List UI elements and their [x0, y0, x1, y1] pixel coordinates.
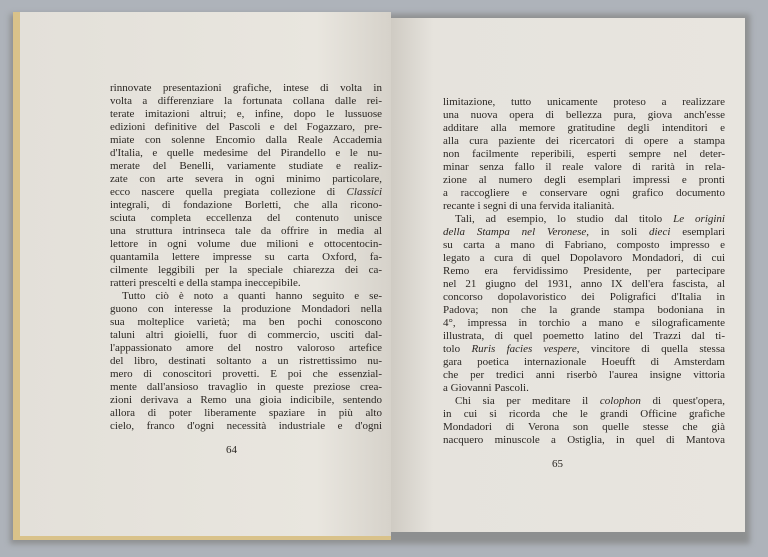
text-segment: Tutto ciò è noto a quanti hanno seguito e se- [122, 290, 382, 302]
text-line [443, 343, 725, 356]
text-line [443, 135, 725, 148]
text-segment: Remo era fervidissimo Presidente, per partecipare [443, 265, 725, 277]
text-line [110, 277, 382, 290]
text-line [110, 264, 382, 277]
text-segment: Chi sia per meditare il [455, 395, 600, 407]
text-line [110, 394, 382, 407]
text-line [110, 173, 382, 186]
text-line [443, 109, 725, 122]
text-segment: Padova; non che la grande stampa bodoniana in [443, 304, 725, 316]
text-line [110, 329, 382, 342]
text-line [443, 174, 725, 187]
text-segment: minar senza fallo il reale valore di rarità in rela- [443, 161, 725, 173]
text-segment: concorso dopolavoristico dei Poligrafici d'Italia in [443, 291, 725, 303]
text-line [443, 395, 725, 408]
text-segment: merate del Benelli, variamente studiate e realiz- [110, 160, 382, 172]
text-segment: guono con interesse la produzione Mondadori nella [110, 303, 382, 315]
text-line [110, 342, 382, 355]
text-line [443, 291, 725, 304]
text-segment: ratteri prescelti e della stampa ineccepibile. [110, 277, 301, 289]
text-segment: quantamila lettere impresse su carta Oxford, fa- [110, 251, 382, 263]
text-line [443, 330, 725, 343]
text-line [443, 278, 725, 291]
text-segment: lettore in ogni volume due milioni e ottocentocin- [110, 238, 382, 250]
text-segment: alla cura paziente dei ricercatori di opere a stampa [443, 135, 725, 147]
text-segment: non facilmente reperibili, esperti sempre nel deter- [443, 148, 725, 160]
text-line [443, 200, 725, 213]
text-line [443, 408, 725, 421]
text-segment: allora di poter liberamente spaziare in più alto [110, 407, 382, 419]
text-line [110, 290, 382, 303]
text-line [110, 160, 382, 173]
right-page [391, 18, 745, 532]
text-segment: una nuova opera di bellezza pura, giova anch'esse [443, 109, 725, 121]
italic-text: della Stampa nel Veronese [443, 226, 587, 238]
text-line [110, 199, 382, 212]
text-segment: rinnovate presentazioni grafiche, intese di volta in [110, 82, 382, 94]
text-line [443, 213, 725, 226]
text-segment: su carta a mano di Fabriano, composto impresso e [443, 239, 725, 251]
text-segment: zate con arte severa in ogni minimo particolare, [110, 173, 382, 185]
italic-text: Le origini [673, 213, 725, 225]
text-segment: che per tredici anni riserbò l'aurea insigne vittoria [443, 369, 725, 381]
text-segment: additare alla memore gratitudine degli intenditori e [443, 122, 725, 134]
text-line [443, 161, 725, 174]
text-segment: tolo [443, 343, 472, 355]
text-line [443, 96, 725, 109]
text-line [110, 134, 382, 147]
right-page-text [443, 96, 725, 447]
page-number-right: 65 [552, 458, 563, 470]
text-segment: Mondadori di Verona son quelle stesse che già [443, 421, 725, 433]
text-segment: illustrata, di quel poemetto latino del Trazzi dal ti- [443, 330, 725, 342]
italic-text: Classici [346, 186, 382, 198]
text-line [443, 382, 725, 395]
text-line [443, 122, 725, 135]
text-segment: gara poetica internazionale Hoeufft di Amsterdam [443, 356, 725, 368]
text-segment: , in soli [586, 226, 649, 238]
text-line [110, 95, 382, 108]
text-line [110, 121, 382, 134]
text-line [443, 434, 725, 447]
text-line [443, 421, 725, 434]
text-line [443, 317, 725, 330]
text-line [443, 265, 725, 278]
text-line [443, 369, 725, 382]
text-line [443, 356, 725, 369]
text-segment: mente dall'ansioso travaglio in queste preziose crea- [110, 381, 382, 393]
text-line [110, 108, 382, 121]
text-line [110, 316, 382, 329]
text-line [443, 252, 725, 265]
text-line [110, 420, 382, 433]
text-segment: cielo, franco d'ogni necessità industriale e d'ogni [110, 420, 382, 432]
text-line [110, 303, 382, 316]
text-segment: l'appassionato amore del nostro valoroso artefice [110, 342, 382, 354]
italic-text: dieci [649, 226, 671, 238]
text-segment: ecco nascere quella pregiata collezione di [110, 186, 347, 198]
text-line [443, 148, 725, 161]
text-segment: a Giovanni Pascoli. [443, 382, 529, 394]
text-segment: volta a differenziare la fortunata collana dalle rei- [110, 95, 382, 107]
text-segment: cilmente leggibili per la speciale chiarezza dei ca- [110, 264, 382, 276]
text-segment: terate imitazioni altrui; e, infine, dopo le lussuose [110, 108, 382, 120]
italic-text: Ruris facies vespere [471, 343, 577, 355]
text-line [110, 82, 382, 95]
text-line [443, 226, 725, 239]
text-line [110, 251, 382, 264]
text-segment: limitazione, tutto unicamente proteso a realizzare [443, 96, 725, 108]
text-segment: , vincitore di quella stessa [576, 343, 725, 355]
page-number-left: 64 [226, 444, 237, 456]
text-segment: legato a cura di quel Dopolavoro Mondadori, di cui [443, 252, 725, 264]
text-segment: nacquero minuscole a Ostiglia, in quel di Mantova [443, 434, 725, 446]
text-segment: nel 21 giugno del 1931, anno IX dell'era fascista, al [443, 278, 725, 290]
text-line [443, 304, 725, 317]
text-line [110, 355, 382, 368]
text-segment: edizioni definitive del Pascoli e del Fogazzaro, pre- [110, 121, 382, 133]
text-line [110, 381, 382, 394]
text-line [443, 187, 725, 200]
text-segment: sua molteplice varietà; ma ben pochi conoscono [110, 316, 382, 328]
left-page-text [110, 82, 382, 433]
text-line [110, 147, 382, 160]
text-segment: di quest'opera, [640, 395, 726, 407]
text-line [110, 225, 382, 238]
text-segment: una struttura intrinseca tale da offrire in media al [110, 225, 382, 237]
text-segment: esemplari [670, 226, 725, 238]
text-segment: sciuta completa eccellenza del contenuto unisce [110, 212, 382, 224]
text-segment: recante i segni di una fervida italianità. [443, 200, 615, 212]
text-line [110, 212, 382, 225]
left-page [20, 12, 391, 536]
text-segment: mero di conoscitori provetti. E poi che essenzial- [110, 368, 382, 380]
text-segment: del libro, destinati soltanto a un ristrettissimo nu- [110, 355, 382, 367]
text-segment: 4°, impressa in torchio a mano e silograficamente [443, 317, 725, 329]
text-line [443, 239, 725, 252]
text-line [110, 407, 382, 420]
text-segment: a raccogliere e conservare ogni grafico documento [443, 187, 725, 199]
text-line [110, 186, 382, 199]
text-segment: in cui si ricorda che le grandi Officine grafiche [443, 408, 725, 420]
text-segment: miate con solenne Encomio dalla Reale Accademia [110, 134, 382, 146]
text-segment: integrali, di fondazione Borletti, che alla ricono- [110, 199, 382, 211]
text-segment: zione al numero degli esemplari impressi e pronti [443, 174, 725, 186]
text-segment: taluni altri gioielli, fuor di commercio, usciti dal- [110, 329, 382, 341]
text-segment: zioni derivava a Remo una gioia indicibile, sentendo [110, 394, 382, 406]
text-segment: Tali, ad esempio, lo studio dal titolo [455, 213, 674, 225]
text-line [110, 368, 382, 381]
italic-text: colophon [599, 395, 641, 407]
text-segment: d'Italia, e quelle medesime del Pirandello e le nu- [110, 147, 382, 159]
text-line [110, 238, 382, 251]
